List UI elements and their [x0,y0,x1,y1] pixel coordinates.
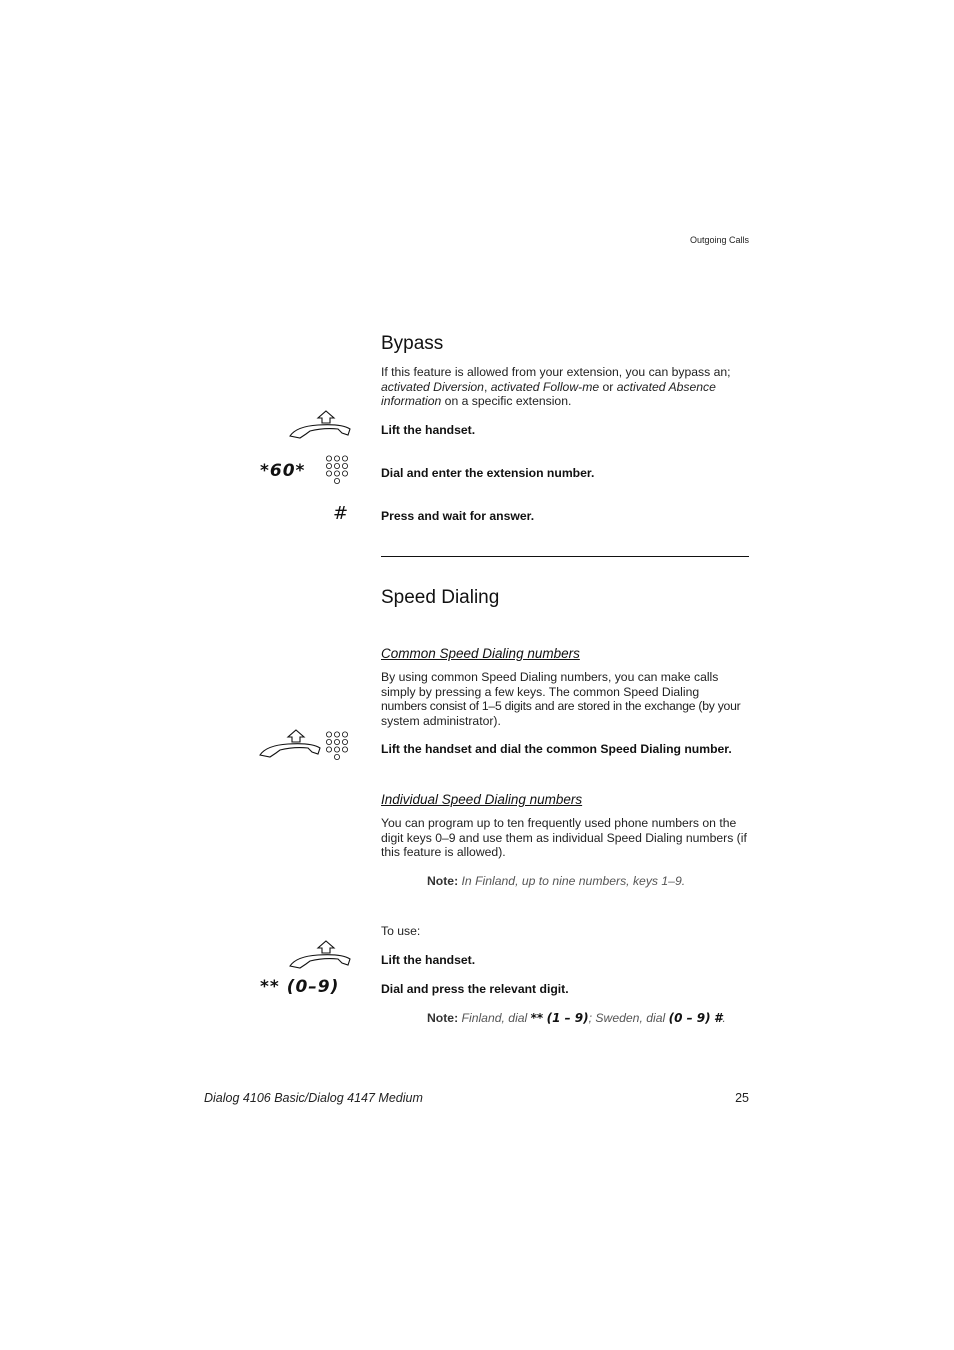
star-star-code: ** [260,977,280,997]
note2-code-finland: (1 – 9) [546,1011,589,1025]
note2-code-hash: # [714,1011,723,1025]
note-finland [427,874,757,888]
footer-product: Dialog 4106 Basic/Dialog 4147 Medium [204,1091,423,1105]
handset-lift-icon [258,729,322,759]
bypass-intro-followme: activated Follow-me [490,379,600,394]
bypass-intro-line1: If this feature is allowed from your extension, you can bypass an; [381,365,731,379]
bypass-intro-absence: activated Absence [616,379,716,394]
common-line2: simply by pressing a few keys. The common Speed Dialing [381,684,700,699]
individual-line3: this feature is allowed). [381,845,506,860]
section-divider [381,556,749,557]
note2-code-sweden: (0 – 9) [668,1011,711,1025]
individual-step-dial: Dial and press the relevant digit. [381,982,569,996]
bypass-intro-diversion: activated Diversion [381,379,484,394]
individual-code [260,977,339,997]
individual-description [381,816,751,860]
hash-key: # [333,503,349,524]
section-title-bypass: Bypass [381,333,444,354]
bypass-intro-sep2: or [599,379,617,394]
section-title-speed-dialing: Speed Dialing [381,587,500,608]
bypass-intro [381,365,751,409]
page-number: 25 [735,1091,749,1105]
common-description [381,670,751,728]
to-use-label: To use: [381,924,421,938]
digit-range-code: (0–9) [286,977,340,997]
note2-label: Note: [427,1011,459,1025]
individual-line1: You can program up to ten frequently used phone numbers on the [381,816,737,830]
keypad-icon [325,731,351,767]
bypass-step-dial: Dial and enter the extension number. [381,466,595,480]
note-label: Note: [427,874,459,888]
common-line1: By using common Speed Dialing numbers, you can make calls [381,670,719,684]
subheading-common: Common Speed Dialing numbers [381,646,580,661]
bypass-intro-sep1: , [483,379,491,394]
note2-text3: . [722,1011,726,1025]
keypad-icon [325,455,351,491]
bypass-intro-tail: on a specific extension. [441,394,572,409]
bypass-code: *60* [260,461,306,481]
individual-step-lift: Lift the handset. [381,953,476,967]
note-text: In Finland, up to nine numbers, keys 1–9. [461,874,686,888]
running-header: Outgoing Calls [689,235,749,245]
note2-code-starstar: ** [530,1011,544,1025]
common-step: Lift the handset and dial the common Speed Dialing number. [381,742,732,756]
handset-lift-icon [288,410,352,440]
individual-line2: digit keys 0–9 and use them as individual Speed Dialing numbers (if [381,830,747,845]
note2-text2: ; Sweden, dial [588,1011,666,1025]
common-line3: numbers consist of 1–5 digits and are stored in the exchange (by your [381,699,741,714]
common-line4: system administrator). [381,713,501,728]
bypass-intro-information: information [381,394,442,409]
handset-lift-icon [288,940,352,970]
note2-text1: Finland, dial [461,1011,528,1025]
bypass-step-lift: Lift the handset. [381,423,476,437]
subheading-individual: Individual Speed Dialing numbers [381,792,583,807]
note-finland-sweden [427,1011,757,1025]
bypass-step-wait: Press and wait for answer. [381,509,535,523]
